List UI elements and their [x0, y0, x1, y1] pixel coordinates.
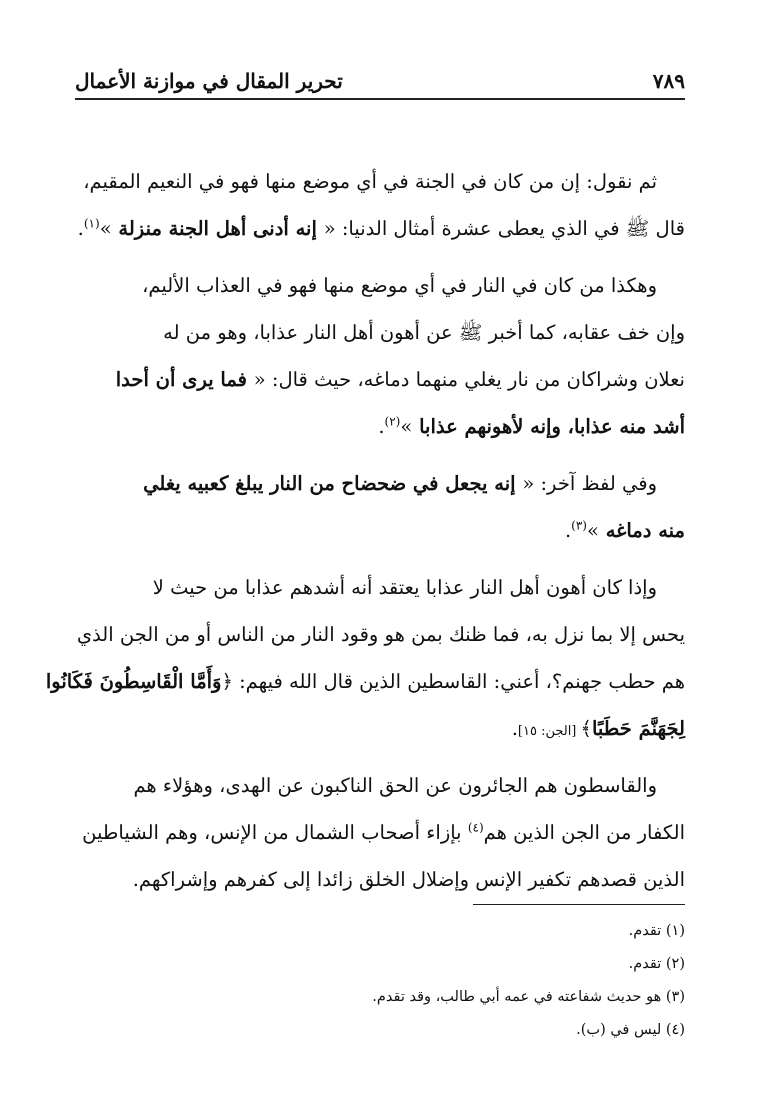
footnotes [75, 904, 685, 1047]
footnote-marker[interactable]: (٤) [467, 820, 484, 835]
footnote-marker[interactable]: (٢) [384, 414, 401, 429]
text-line: الذين قصدهم تكفير الإنس وإضلال الخلق زائدا إلى كفرهم وإشراكهم. [132, 868, 685, 891]
text-line: ثم نقول: إن من كان في الجنة في أي موضع منها فهو في النعيم المقيم، [83, 170, 657, 193]
quran-verse: وَأَمَّا الْقَاسِطُونَ فَكَانُوا [45, 670, 222, 693]
running-title: تحرير المقال في موازنة الأعمال [75, 69, 343, 93]
hadith-quote: فما يرى أن أحدا [115, 368, 254, 391]
text-line: يحس إلا بما نزل به، فما ظنك بمن هو وقود النار من الناس أو من الجن الذي [76, 623, 685, 646]
text-line: وهكذا من كان في النار في أي موضع منها فهو في العذاب الأليم، [142, 274, 657, 297]
text-line: هم حطب جهنم؟، أعني: القاسطين الذين قال الله فيهم: ﴿وَأَمَّا الْقَاسِطُونَ فَكَانُوا [45, 670, 685, 693]
paragraph-2 [75, 262, 685, 450]
hadith-quote: منه دماغه [598, 519, 685, 542]
footnote: (١) تقدم. [628, 923, 685, 939]
footnote: (٤) ليس في (ب). [576, 1022, 685, 1038]
text-line: نعلان وشراكان من نار يغلي منهما دماغه، حيث قال: « فما يرى أن أحدا [115, 368, 685, 391]
footnote-marker[interactable]: (١) [83, 216, 100, 231]
footnote: (٢) تقدم. [628, 956, 685, 972]
text-line: الكفار من الجن الذين هم$^{(٤)}$ بإزاء أصحاب الشمال من الإنس، وهم الشياطين [82, 820, 685, 844]
main-text [45, 158, 685, 903]
paragraph-1 [75, 158, 685, 252]
text-line: وفي لفظ آخر: « إنه يجعل في ضحضاح من النار يبلغ كعبيه يغلي [143, 472, 657, 495]
footnote-marker[interactable]: (٣) [571, 518, 587, 533]
hadith-quote: إنه أدنى أهل الجنة منزلة [111, 217, 324, 240]
text-line: وإذا كان أهون أهل النار عذابا يعتقد أنه أشدهم عذابا من حيث لا [152, 576, 657, 599]
verse-reference: [الجن: ١٥] [517, 724, 581, 739]
text-line: والقاسطون هم الجائرون عن الحق الناكبون عن الهدى، وهؤلاء هم [133, 774, 657, 797]
text-line: قال ﷺ في الذي يعطى عشرة أمثال الدنيا: « إنه أدنى أهل الجنة منزلة »$^{(١)}$. [77, 216, 685, 240]
page-header [75, 62, 685, 100]
paragraph-5 [75, 762, 685, 903]
hadith-quote: إنه يجعل في ضحضاح من النار يبلغ كعبيه يغلي [143, 472, 523, 495]
paragraph-4 [45, 564, 685, 752]
footnote: (٣) هو حديث شفاعته في عمه أبي طالب، وقد تقدم. [372, 989, 685, 1005]
text-line: وإن خف عقابه، كما أخبر ﷺ عن أهون أهل النار عذابا، وهو من له [163, 321, 685, 344]
quran-verse: لِجَهَنَّمَ حَطَبًا [591, 717, 685, 740]
paragraph-3 [75, 460, 685, 554]
text-line: أشد منه عذابا، وإنه لأهونهم عذابا »$^{(٢)}$. [378, 414, 685, 438]
text-line: منه دماغه »$^{(٣)}$. [564, 518, 685, 542]
text-line: لِجَهَنَّمَ حَطَبًا﴾ [الجن: ١٥]. [511, 717, 685, 740]
page-number: ٧٨٩ [652, 69, 685, 93]
hadith-quote: أشد منه عذابا، وإنه لأهونهم عذابا [412, 415, 685, 438]
